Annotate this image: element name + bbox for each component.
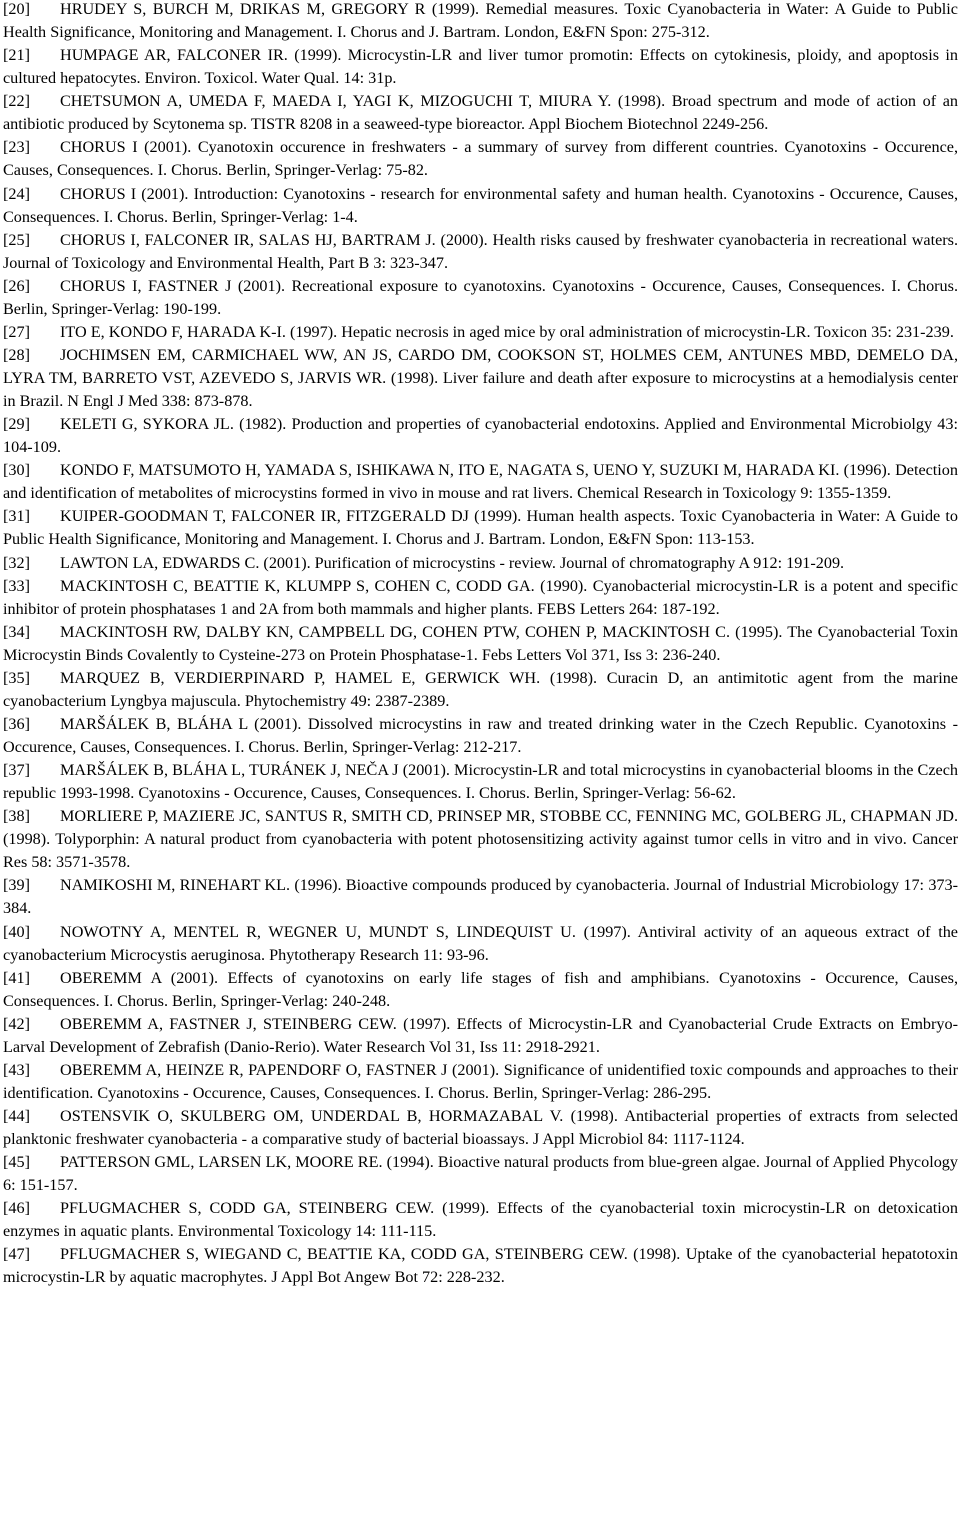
reference-text: NOWOTNY A, MENTEL R, WEGNER U, MUNDT S, LINDEQUIST U. (1997). Antiviral activity of an aqueous extract of the cyanobacterium Microcystis aeruginosa. Phytotherapy Research 11: 93-96. (3, 922, 958, 964)
reference-text: MACKINTOSH RW, DALBY KN, CAMPBELL DG, COHEN PTW, COHEN P, MACKINTOSH C. (1995). The Cyanobacterial Toxin Microcystin Binds Covalently to Cysteine-273 on Protein Phosphatase-1. Febs Letters Vol 371, Iss 3: 236-240. (3, 622, 958, 664)
reference-text: PFLUGMACHER S, WIEGAND C, BEATTIE KA, CODD GA, STEINBERG CEW. (1998). Uptake of the cyanobacterial hepatotoxin microcystin-LR by aquatic macrophytes. J Appl Bot Angew Bot 72: 228-232. (3, 1245, 958, 1287)
reference-entry (3, 759, 958, 805)
reference-text: HRUDEY S, BURCH M, DRIKAS M, GREGORY R (1999). Remedial measures. Toxic Cyanobacteria in Water: A Guide to Public Health Significance, Monitoring and Management. I. Chorus and J. Bartram. London, E&FN Spon: 275-312. (3, 0, 958, 42)
reference-entry (3, 621, 958, 667)
reference-text: CHORUS I, FASTNER J (2001). Recreational exposure to cyanotoxins. Cyanotoxins - Occurence, Causes, Consequences. I. Chorus. Berlin, Springer-Verlag: 190-199. (3, 276, 958, 318)
reference-number: [42] (3, 1014, 30, 1033)
reference-number: [45] (3, 1153, 30, 1172)
reference-number: [29] (3, 415, 30, 434)
reference-text: CHORUS I (2001). Cyanotoxin occurence in freshwaters - a summary of survey from different countries. Cyanotoxins - Occurence, Causes, Consequences. I. Chorus. Berlin, Springer-Verlag: 75-82. (3, 138, 958, 180)
reference-entry (3, 667, 958, 713)
reference-text: HUMPAGE AR, FALCONER IR. (1999). Microcystin-LR and liver tumor promotin: Effects on cytokinesis, ploidy, and apoptosis in cultured hepatocytes. Environ. Toxicol. Water Qual. 14: 31p. (3, 46, 958, 88)
reference-entry (3, 229, 958, 275)
reference-text: OBEREMM A (2001). Effects of cyanotoxins on early life stages of fish and amphibians. Cyanotoxins - Occurence, Causes, Consequences. I. Chorus. Berlin, Springer-Verlag: 240-248. (3, 968, 958, 1010)
reference-entry (3, 552, 958, 575)
reference-entry (3, 921, 958, 967)
reference-text: KELETI G, SYKORA JL. (1982). Production and properties of cyanobacterial endotoxins. Applied and Environmental Microbiolgy 43: 104-109. (3, 415, 958, 457)
reference-number: [46] (3, 1199, 30, 1218)
reference-text: MARŠÁLEK B, BLÁHA L (2001). Dissolved microcystins in raw and treated drinking water in the Czech Republic. Cyanotoxins - Occurence, Causes, Consequences. I. Chorus. Berlin, Springer-Verlag: 212-217. (3, 714, 958, 756)
reference-entry (3, 713, 958, 759)
reference-text: MORLIERE P, MAZIERE JC, SANTUS R, SMITH CD, PRINSEP MR, STOBBE CC, FENNING MC, GOLBERG JL, CHAPMAN JD. (1998). Tolyporphin: A natural product from cyanobacteria with potent photosensitizing activity against tumor cells in vitro and in vivo. Cancer Res 58: 3571-3578. (3, 807, 958, 872)
reference-entry (3, 1243, 958, 1289)
reference-text: KUIPER-GOODMAN T, FALCONER IR, FITZGERALD DJ (1999). Human health aspects. Toxic Cyanobacteria in Water: A Guide to Public Health Significance, Monitoring and Management. I. Chorus and J. Bartram. London, E&FN Spon: 113-153. (3, 507, 958, 549)
reference-entry (3, 0, 958, 44)
reference-number: [39] (3, 876, 30, 895)
reference-number: [32] (3, 553, 30, 572)
reference-text: CHORUS I (2001). Introduction: Cyanotoxins - research for environmental safety and human health. Cyanotoxins - Occurence, Causes, Consequences. I. Chorus. Berlin, Springer-Verlag: 1-4. (3, 184, 958, 226)
reference-number: [26] (3, 276, 30, 295)
reference-number: [47] (3, 1245, 30, 1264)
reference-text: MACKINTOSH C, BEATTIE K, KLUMPP S, COHEN C, CODD GA. (1990). Cyanobacterial microcystin-LR is a potent and specific inhibitor of protein phosphatases 1 and 2A from both mammals and higher plants. FEBS Letters 264: 187-192. (3, 576, 958, 618)
reference-number: [35] (3, 668, 30, 687)
reference-entry (3, 459, 958, 505)
reference-number: [34] (3, 622, 30, 641)
reference-number: [43] (3, 1060, 30, 1079)
reference-number: [33] (3, 576, 30, 595)
reference-entry (3, 505, 958, 551)
reference-text: PATTERSON GML, LARSEN LK, MOORE RE. (1994). Bioactive natural products from blue-green algae. Journal of Applied Phycology 6: 151-157. (3, 1153, 958, 1195)
reference-entry (3, 967, 958, 1013)
reference-number: [36] (3, 714, 30, 733)
reference-entry (3, 1059, 958, 1105)
reference-number: [44] (3, 1107, 30, 1125)
reference-number: [25] (3, 230, 30, 249)
reference-text: OSTENSVIK O, SKULBERG OM, UNDERDAL B, HORMAZABAL V. (1998). Antibacterial properties of extracts from selected planktonic freshwater cyanobacteria - a comparative study of bacterial bioassays. J Appl Microbiol 84: 1117-1124. (3, 1107, 958, 1149)
reference-entry (3, 1013, 958, 1059)
reference-text: MARŠÁLEK B, BLÁHA L, TURÁNEK J, NEČA J (2001). Microcystin-LR and total microcystins in cyanobacterial blooms in the Czech republic 1993-1998. Cyanotoxins - Occurence, Causes, Consequences. I. Chorus. Berlin, Springer-Verlag: 56-62. (3, 761, 958, 803)
reference-text: LAWTON LA, EDWARDS C. (2001). Purification of microcystins - review. Journal of chromatography A 912: 191-209. (60, 553, 845, 572)
reference-number: [40] (3, 922, 30, 941)
reference-number: [37] (3, 761, 30, 780)
reference-number: [23] (3, 138, 30, 157)
reference-number: [31] (3, 507, 30, 526)
reference-number: [28] (3, 345, 30, 364)
reference-number: [21] (3, 46, 30, 65)
reference-text: CHORUS I, FALCONER IR, SALAS HJ, BARTRAM J. (2000). Health risks caused by freshwater cyanobacteria in recreational waters. Journal of Toxicology and Environmental Health, Part B 3: 323-347. (3, 230, 958, 272)
reference-entry (3, 275, 958, 321)
reference-text: PFLUGMACHER S, CODD GA, STEINBERG CEW. (1999). Effects of the cyanobacterial toxin microcystin-LR on detoxication enzymes in aquatic plants. Environmental Toxicology 14: 111-115. (3, 1199, 958, 1241)
reference-entry (3, 1105, 958, 1151)
reference-text: MARQUEZ B, VERDIERPINARD P, HAMEL E, GERWICK WH. (1998). Curacin D, an antimitotic agent from the marine cyanobacterium Lyngbya majuscula. Phytochemistry 49: 2387-2389. (3, 668, 958, 710)
reference-number: [27] (3, 322, 30, 341)
reference-text: JOCHIMSEN EM, CARMICHAEL WW, AN JS, CARDO DM, COOKSON ST, HOLMES CEM, ANTUNES MBD, DEMELO DA, LYRA TM, BARRETO VST, AZEVEDO S, JARVIS WR. (1998). Liver failure and death after exposure to microcystins at a hemodialysis center in Brazil. N Engl J Med 338: 873-878. (3, 345, 958, 411)
reference-entry (3, 805, 958, 874)
reference-text: OBEREMM A, FASTNER J, STEINBERG CEW. (1997). Effects of Microcystin-LR and Cyanobacterial Crude Extracts on Embryo-Larval Development of Zebrafish (Danio-Rerio). Water Research Vol 31, Iss 11: 2918-2921. (3, 1014, 958, 1056)
reference-text: CHETSUMON A, UMEDA F, MAEDA I, YAGI K, MIZOGUCHI T, MIURA Y. (1998). Broad spectrum and mode of action of an antibiotic produced by Scytonema sp. TISTR 8208 in a seaweed-type bioreactor. Appl Biochem Biotechnol 2249-256. (3, 92, 958, 134)
reference-entry (3, 874, 958, 920)
reference-number: [20] (3, 0, 30, 18)
reference-entry (3, 44, 958, 90)
reference-text: KONDO F, MATSUMOTO H, YAMADA S, ISHIKAWA N, ITO E, NAGATA S, UENO Y, SUZUKI M, HARADA KI. (1996). Detection and identification of metabolites of microcystins formed in vivo in mouse and rat livers. Chemical Research in Toxicology 9: 1355-1359. (3, 461, 958, 503)
reference-entry (3, 413, 958, 459)
reference-entry (3, 90, 958, 136)
reference-entry (3, 1151, 958, 1197)
reference-number: [38] (3, 807, 30, 826)
reference-entry (3, 575, 958, 621)
reference-number: [41] (3, 968, 30, 987)
reference-entry (3, 344, 958, 413)
reference-entry (3, 1197, 958, 1243)
reference-list (3, 0, 958, 1290)
reference-entry (3, 183, 958, 229)
reference-text: NAMIKOSHI M, RINEHART KL. (1996). Bioactive compounds produced by cyanobacteria. Journal of Industrial Microbiology 17: 373-384. (3, 876, 958, 918)
reference-entry (3, 136, 958, 182)
reference-number: [30] (3, 461, 30, 480)
reference-text: OBEREMM A, HEINZE R, PAPENDORF O, FASTNER J (2001). Significance of unidentified toxic compounds and approaches to their identification. Cyanotoxins - Occurence, Causes, Consequences. I. Chorus. Berlin, Springer-Verlag: 286-295. (3, 1060, 958, 1102)
reference-number: [24] (3, 184, 30, 203)
reference-entry (3, 321, 958, 344)
reference-number: [22] (3, 92, 30, 111)
reference-text: ITO E, KONDO F, HARADA K-I. (1997). Hepatic necrosis in aged mice by oral administration of microcystin-LR. Toxicon 35: 231-239. (60, 322, 954, 341)
